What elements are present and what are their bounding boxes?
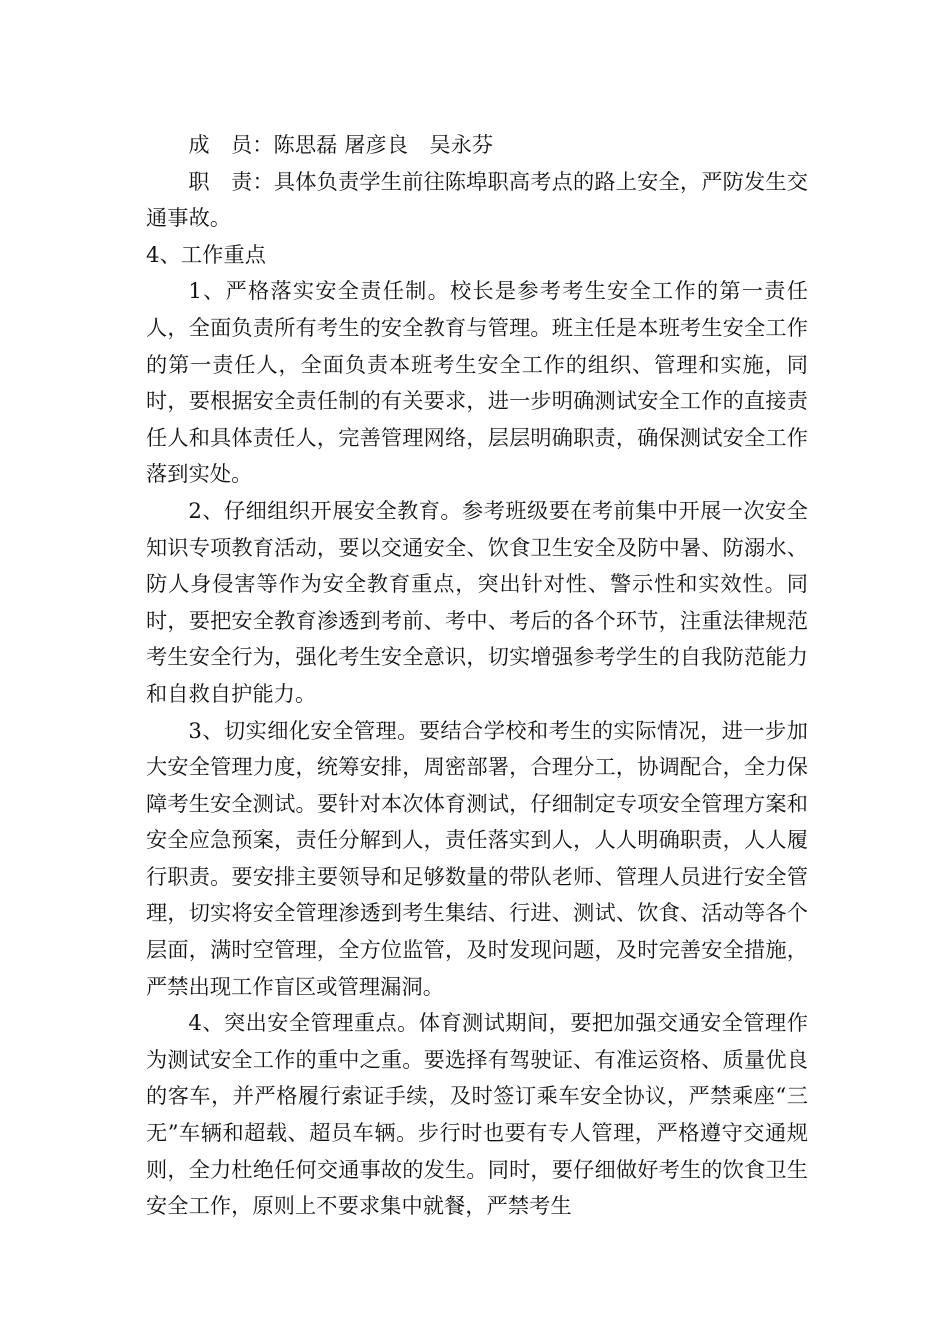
paragraph-1: 1、严格落实安全责任制。校长是参考考生安全工作的第一责任人，全面负责所有考生的安全教育与管理。班主任是本班考生安全工作的第一责任人，全面负责本班考生安全工作的组织、管理和实施，同时，要根据安全责任制的有关要求，进一步明确测试安全工作的直接责任人和具体责任人，完善管理网络，层层明确职责，确保测试安全工作落到实处。: [146, 278, 808, 487]
members-line: 成 员：陈思磊 屠彦良 吴永芬: [188, 132, 494, 157]
paragraph-3: 3、切实细化安全管理。要结合学校和考生的实际情况，进一步加大安全管理力度，统筹安排，周密部署，合理分工，协调配合，全力保障考生安全测试。要针对本次体育测试，仔细制定专项安全管理方案和安全应急预案，责任分解到人，责任落实到人，人人明确职责，人人履行职责。要安排主要领导和足够数量的带队老师、管理人员进行安全管理，切实将安全管理渗透到考生集结、行进、测试、饮食、活动等各个层面，满时空管理，全方位监管，及时发现问题，及时完善安全措施，严禁出现工作盲区或管理漏洞。: [146, 717, 808, 999]
duty-line: 职 责：具体负责学生前往陈埠职高考点的路上安全，严防发生交通事故。: [146, 168, 808, 231]
paragraph-4: 4、突出安全管理重点。体育测试期间，要把加强交通安全管理作为测试安全工作的重中之重。要选择有驾驶证、有准运资格、质量优良的客车，并严格履行索证手续，及时签订乘车安全协议，严禁乘座“三无”车辆和超载、超员车辆。步行时也要有专人管理，严格遵守交通规则，全力杜绝任何交通事故的发生。同时，要仔细做好考生的饮食卫生安全工作，原则上不要求集中就餐，严禁考生: [146, 1010, 808, 1219]
section-heading: 4、工作重点: [146, 241, 267, 267]
paragraph-2: 2、仔细组织开展安全教育。参考班级要在考前集中开展一次安全知识专项教育活动，要以交通安全、饮食卫生安全及防中暑、防溺水、防人身侵害等作为安全教育重点，突出针对性、警示性和实效性。同时，要把安全教育渗透到考前、考中、考后的各个环节，注重法律规范考生安全行为，强化考生安全意识，切实增强参考学生的自我防范能力和自救自护能力。: [146, 497, 808, 706]
document-body: [146, 127, 808, 1225]
